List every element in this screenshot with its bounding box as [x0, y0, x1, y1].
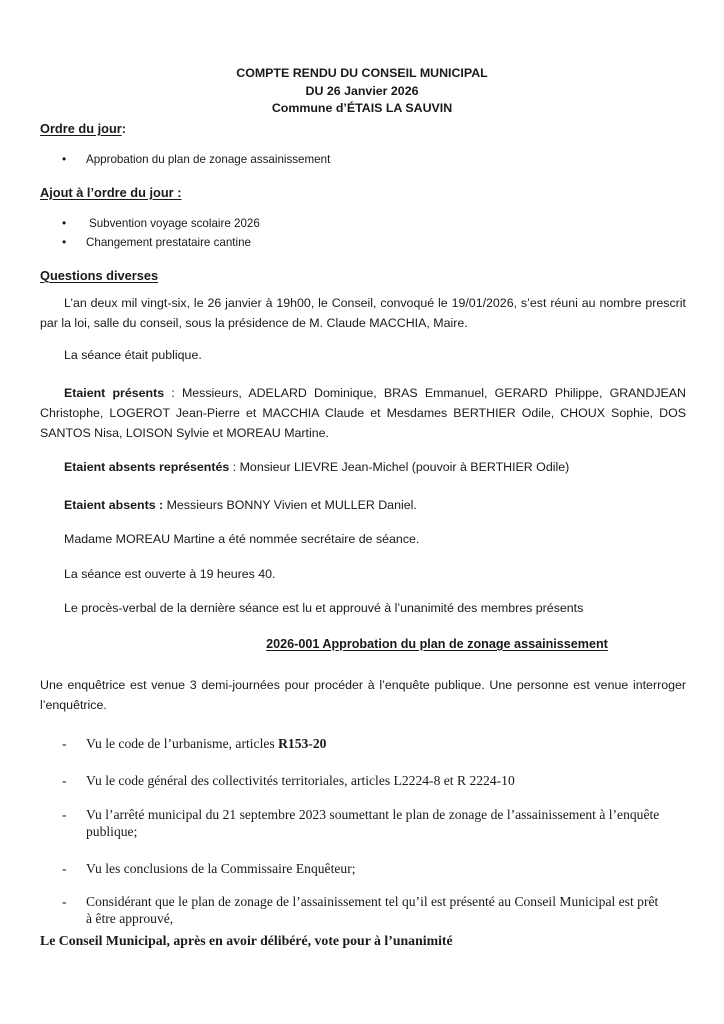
considerant-item	[62, 735, 662, 752]
considerant-item-4-text: Vu les conclusions de la Commissaire Enquêteur;	[86, 861, 356, 876]
header-title: COMPTE RENDU DU CONSEIL MUNICIPAL	[236, 66, 488, 80]
bullet-icon: •	[62, 235, 67, 249]
header-commune: Commune d’ÉTAIS LA SAUVIN	[271, 101, 453, 115]
considerant-item-1-bold: R153-20	[278, 736, 327, 751]
seance-publique: La séance était publique.	[64, 348, 202, 362]
deliberation-title	[0, 637, 724, 651]
intro-paragraph: L’an deux mil vingt-six, le 26 janvier à 19h00, le Conseil, convoqué le 19/01/2026, s’est réuni au nombre prescrit par la loi, salle du conseil, sous la présidence de M. Claude MACCHIA, Maire.	[40, 296, 686, 330]
secretaire-paragraph: Madame MOREAU Martine a été nommée secrétaire de séance.	[64, 532, 420, 546]
ajout-item-text: Subvention voyage scolaire 2026	[89, 217, 260, 230]
absents-text: Messieurs BONNY Vivien et MULLER Daniel.	[163, 498, 417, 512]
considerant-item-3-text: Vu l’arrêté municipal du 21 septembre 2023 soumettant le plan de zonage de l’assainissement à l’enquête publique;	[86, 807, 660, 839]
considerant-item-2-text: Vu le code général des collectivités territoriales, articles L2224-8 et R 2224-10	[86, 773, 515, 788]
bullet-icon: •	[62, 152, 67, 166]
absents-representes-label: Etaient absents représentés	[64, 460, 230, 474]
dash-icon: -	[62, 861, 67, 876]
proces-verbal-paragraph: Le procès-verbal de la dernière séance est lu et approuvé à l’unanimité des membres présents	[64, 601, 584, 615]
considerant-item-1-text: Vu le code de l’urbanisme, articles	[86, 736, 279, 751]
ordre-du-jour-item-text: Approbation du plan de zonage assainissement	[86, 153, 331, 166]
dash-icon: -	[62, 807, 67, 822]
considerant-item	[62, 893, 662, 927]
considerant-item-text	[86, 735, 662, 752]
document-header	[0, 65, 724, 118]
header-date: DU 26 Janvier 2026	[305, 83, 419, 98]
dash-icon: -	[62, 736, 67, 751]
absents-representes-paragraph	[64, 457, 569, 477]
ordre-du-jour-item	[62, 152, 330, 166]
presents-paragraph	[40, 383, 686, 443]
absents-label: Etaient absents :	[64, 498, 164, 512]
dash-icon: -	[62, 773, 67, 788]
ordre-du-jour-heading	[40, 121, 126, 136]
ouverture-paragraph: La séance est ouverte à 19 heures 40.	[64, 567, 276, 581]
considerant-item	[62, 772, 662, 789]
deliberation-title-text: 2026-001 Approbation du plan de zonage assainissement	[266, 637, 608, 651]
presents-label: Etaient présents	[64, 386, 165, 400]
absents-representes-text: : Monsieur LIEVRE Jean-Michel (pouvoir à BERTHIER Odile)	[229, 460, 570, 474]
considerant-item-5-text: Considérant que le plan de zonage de l’assainissement tel qu’il est présenté au Conseil Municipal est prêt à être approuvé,	[86, 894, 659, 926]
questions-diverses-heading: Questions diverses	[40, 268, 159, 283]
absents-paragraph	[64, 495, 417, 515]
considerant-item	[62, 806, 662, 840]
ajout-item	[62, 235, 251, 249]
dash-icon: -	[62, 894, 67, 909]
ajout-item	[62, 216, 260, 230]
ordre-du-jour-heading-text: Ordre du jour	[40, 121, 122, 136]
bullet-icon: •	[62, 216, 67, 230]
ajout-heading: Ajout à l’ordre du jour :	[40, 185, 182, 200]
presents-text: : Messieurs, ADELARD Dominique, BRAS Emmanuel, GERARD Philippe, GRANDJEAN Christophe, LOGEROT Jean-Pierre et MACCHIA Claude et Mesdames BERTHIER Odile, CHOUX Sophie, DOS SANTOS Nisa, LOISON Sylvie et MOREAU Martine.	[40, 386, 686, 440]
vote-conclusion: Le Conseil Municipal, après en avoir délibéré, vote pour à l’unanimité	[40, 933, 453, 948]
deliberation-intro: Une enquêtrice est venue 3 demi-journées pour procéder à l’enquête publique. Une personne est venue interroger l’enquêtrice.	[40, 678, 686, 712]
ordre-du-jour-heading-colon: :	[121, 121, 127, 136]
ajout-item-text: Changement prestataire cantine	[86, 236, 251, 249]
considerant-item	[62, 860, 662, 877]
